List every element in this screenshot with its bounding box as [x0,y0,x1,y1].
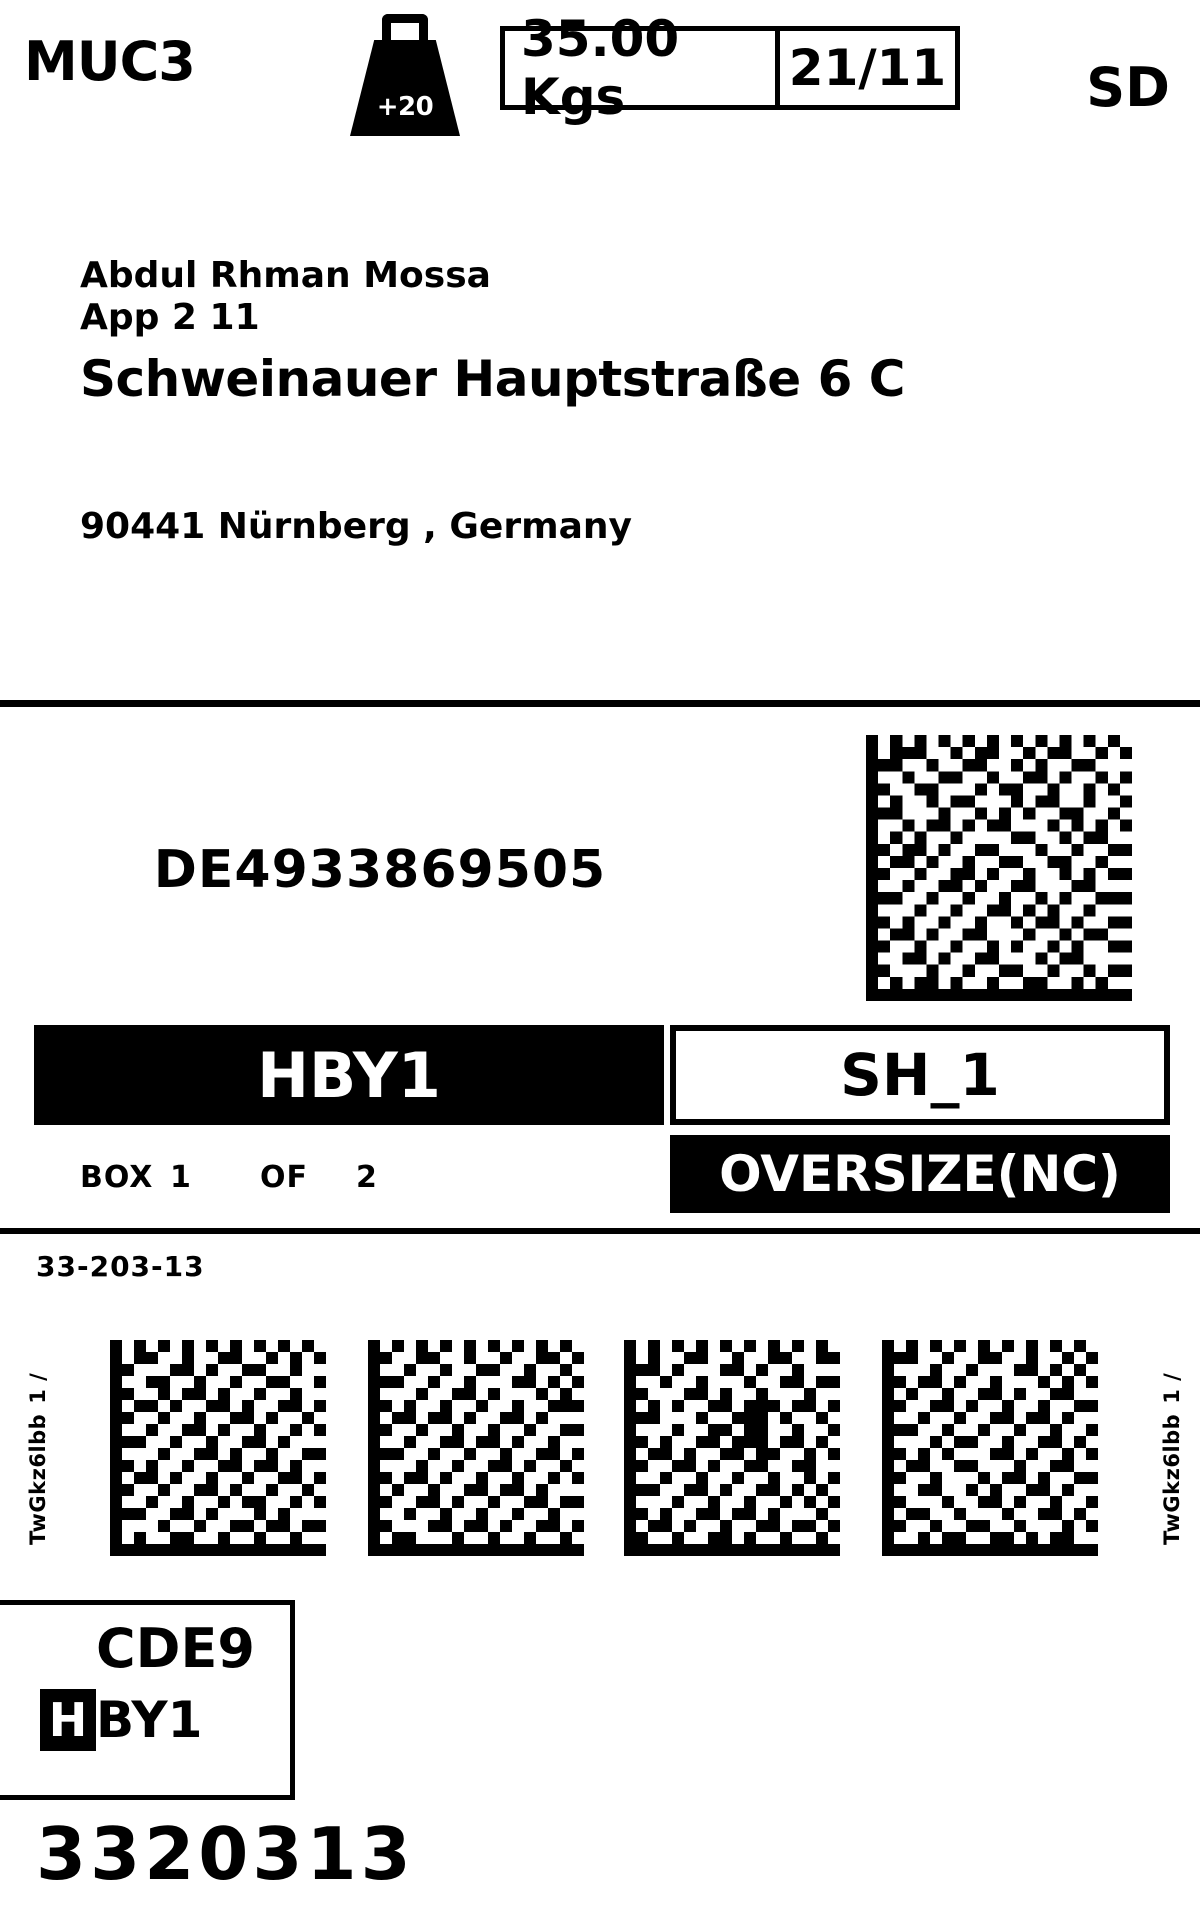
datamatrix-tracking [866,735,1132,1001]
box-number: 1 [170,1160,192,1195]
label-header [0,8,1200,148]
side-code-right-fraction: 1 / [1160,1372,1184,1404]
weight-icon [350,14,460,136]
tracking-id: DE4933869505 [153,840,607,900]
side-code-right-text: TwGkz6lbb [1160,1413,1184,1545]
address-block [80,255,1130,547]
recipient-street: Schweinauer Hauptstraße 6 C [80,349,906,408]
side-code-left-fraction: 1 / [26,1372,50,1404]
route-code: 33-203-13 [36,1250,205,1283]
station-code: MUC3 [24,30,195,93]
box-of-label: OF [260,1160,308,1195]
cde-bottom-code: BY1 [96,1691,203,1749]
box-total: 2 [356,1160,378,1195]
datamatrix-3 [624,1340,840,1556]
cde-top-code: CDE9 [96,1617,255,1680]
recipient-name: Abdul Rhman Mossa [80,255,491,296]
sort-band [34,1025,1170,1125]
oversize-badge: OVERSIZE(NC) [670,1135,1170,1213]
weight-date-box [500,10,960,126]
fc-code: HBY1 [34,1025,664,1125]
service-code: SD [1086,56,1170,119]
side-code-left-text: TwGkz6lbb [26,1413,50,1545]
weight-value: 35.00 Kgs [521,10,680,126]
sort-hint: SH_1 [670,1025,1170,1125]
weight-icon-handle [382,14,428,44]
cde-box [0,1600,295,1800]
datamatrix-2 [368,1340,584,1556]
datamatrix-4 [882,1340,1098,1556]
date-value: 21/11 [775,31,955,105]
divider-middle [0,1228,1200,1234]
datamatrix-row [0,1340,1200,1580]
recipient-apartment: App 2 11 [80,297,260,339]
cde-highlight-letter: H [40,1689,96,1751]
weight-icon-label: +20 [376,92,434,122]
recipient-city-country: 90441 Nürnberg , Germany [80,506,632,548]
divider-top [0,700,1200,707]
box-label: BOX [80,1160,154,1195]
datamatrix-1 [110,1340,326,1556]
footer-number: 3320313 [36,1812,415,1896]
box-count-line [80,1160,378,1195]
